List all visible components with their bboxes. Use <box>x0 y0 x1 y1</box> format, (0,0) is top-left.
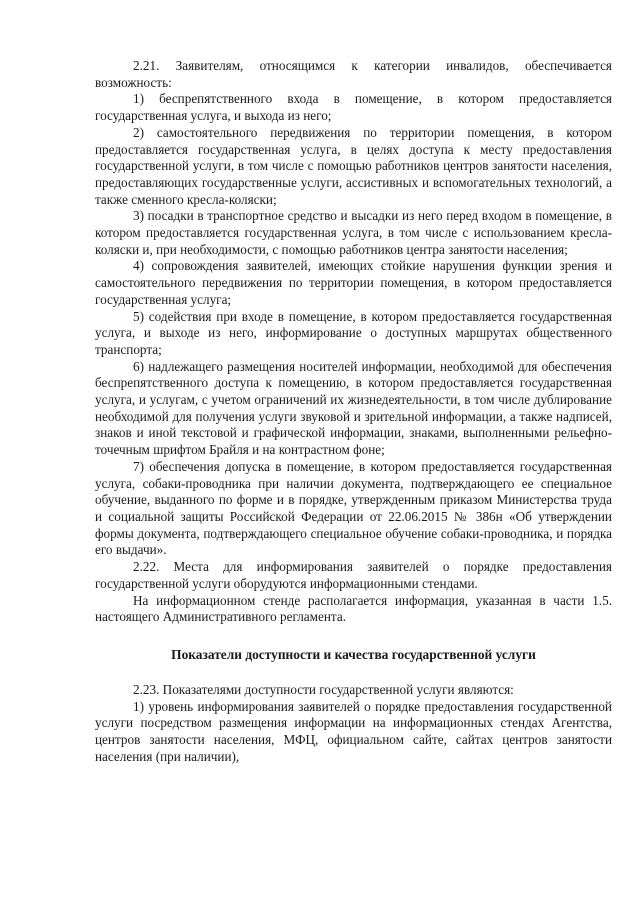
section-heading: Показатели доступности и качества государственной услуги <box>171 646 536 662</box>
list-item-5: 5) содействия при входе в помещение, в котором предоставляется государственная услуга, и выходе из него, информирование о доступных маршрутах общественного транспорта; <box>95 308 612 357</box>
paragraph-2-23: 2.23. Показателями доступности государственной услуги являются: <box>133 681 514 697</box>
list-item-2: 2) самостоятельного передвижения по территории помещения, в котором предоставляется государственная услуга, в целях доступа к месту предоставления государственной услуги, в том числе с помощью работников центров занятости населения, предоставляющих государственные услуги, ассистивных и вспомогательных технологий, а также сменного кресла-коляски; <box>95 124 612 207</box>
paragraph-info-stand: На информационном стенде располагается информация, указанная в части 1.5. настоящего Административного регламента. <box>95 592 612 625</box>
list-item-after-1: 1) уровень информирования заявителей о порядке предоставления государственной услуги посредством размещения информации на информационных стендах Агентства, центров занятости населения, МФЦ, официальном сайте, сайтах центров занятости населения (при наличии), <box>95 698 612 764</box>
list-item-7: 7) обеспечения допуска в помещение, в котором предоставляется государственная услуга, собаки-проводника при наличии документа, подтверждающего ее специальное обучение, выданного по форме и в порядке, утвержденным приказом Министерства труда и социальной защиты Российской Федерации от 22.06.2015 № 386н «Об утверждении формы документа, подтверждающего специальное обучение собаки-проводника, и порядка его выдачи». <box>95 458 612 558</box>
paragraph-2-22: 2.22. Места для информирования заявителей о порядке предоставления государственной услуги оборудуются информационными стендами. <box>95 559 612 591</box>
list-item-3: 3) посадки в транспортное средство и высадки из него перед входом в помещение, в котором предоставляется государственная услуга, в том числе с использованием кресла-коляски и, при необходимости, с помощью работников центра занятости населения; <box>95 208 612 257</box>
list-item-6: 6) надлежащего размещения носителей информации, необходимой для обеспечения беспрепятственного доступа к помещению, в котором предоставляется государственная услуга, и услугам, с учетом ограничений их жизнедеятельности, в том числе дублирование необходимой для получения услуги звуковой и зрительной информации, а также надписей, знаков и иной текстовой и графической информации, знаками, выполненными рельефно-точечным шрифтом Брайля и на контрастном фоне; <box>95 358 612 458</box>
list-item-4: 4) сопровождения заявителей, имеющих стойкие нарушения функции зрения и самостоятельного передвижения по территории помещения, в котором предоставляется государственная услуга; <box>95 258 612 307</box>
list-item-1: 1) беспрепятственного входа в помещение, в котором предоставляется государственная услуга, и выхода из него; <box>95 91 612 124</box>
paragraph-2-21: 2.21. Заявителям, относящимся к категории инвалидов, обеспечивается возможность: <box>95 58 612 90</box>
document-body <box>95 58 612 765</box>
